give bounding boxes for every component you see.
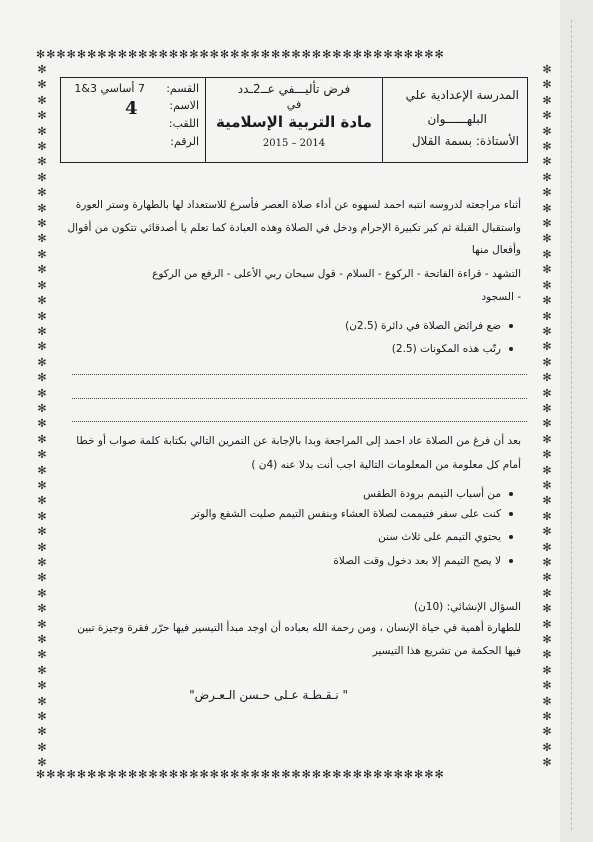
answer-line-1[interactable] [72, 374, 527, 375]
answer-line-2[interactable] [72, 398, 527, 399]
student-info-cell [61, 78, 205, 162]
scan-margin [560, 0, 593, 842]
ex2-statement [57, 488, 513, 500]
bullet-icon [509, 347, 513, 351]
test-title: فرض تأليـــفي عــ2ـدد [237, 82, 351, 96]
ex1-items-line1: التشهد - قراءة الفاتحة - الركوع - السلام - قول سبحان ربي الأعلى - الرفع من الركوع [152, 268, 521, 280]
ex1-paragraph-line1: أثناء مراجعته لدروسه انتبه احمد لسهوه عن أداء صلاة العصر فأسرع للاستعداد لها بالطهارة وستر العورة [75, 199, 521, 211]
border-left: ✻ ✻ ✻ ✻ ✻ ✻ ✻ ✻ ✻ ✻ ✻ ✻ ✻ ✻ ✻ ✻ ✻ ✻ ✻ ✻ ✻ ✻ ✻ ✻ ✻ ✻ ✻ ✻ ✻ ✻ ✻ ✻ ✻ ✻ ✻ ✻ ✻ ✻ ✻ ✻ ✻ ✻ ✻ ✻ ✻ ✻ [37, 63, 47, 768]
ex1-task2 [57, 343, 513, 355]
bullet-icon [509, 512, 513, 516]
name-label: الاسم: [169, 99, 199, 112]
ex2-statement [57, 531, 513, 543]
answer-line-3[interactable] [72, 421, 527, 422]
essay-title: السؤال الإنشائي: (10ن) [413, 601, 521, 613]
bullet-icon [509, 535, 513, 539]
border-right: ✻ ✻ ✻ ✻ ✻ ✻ ✻ ✻ ✻ ✻ ✻ ✻ ✻ ✻ ✻ ✻ ✻ ✻ ✻ ✻ ✻ ✻ ✻ ✻ ✻ ✻ ✻ ✻ ✻ ✻ ✻ ✻ ✻ ✻ ✻ ✻ ✻ ✻ ✻ ✻ ✻ ✻ ✻ ✻ ✻ ✻ [542, 63, 552, 768]
class-label: القسم: [166, 82, 199, 95]
essay-line2: فيها الحكمة من تشريع هذا التيسير [372, 645, 521, 657]
number-label: الرقم: [170, 135, 199, 148]
school-line1: المدرسة الإعدادية علي [405, 88, 519, 102]
scan-margin-line [571, 20, 572, 830]
ex2-statement-text: من أسباب التيمم برودة الطقس [363, 488, 501, 500]
ex1-items-line2: - السجود [481, 291, 521, 303]
presentation-bonus: " نـقـطـة عـلى حـسن الـعـرض" [189, 688, 348, 702]
title-cell [205, 78, 382, 162]
test-prep: في [286, 98, 302, 111]
school-line2: البلهــــــوان [427, 112, 487, 126]
surname-label: اللقب: [168, 117, 199, 130]
ex2-statement-text: لا يصح التيمم إلا بعد دخول وقت الصلاة [333, 555, 501, 567]
ex1-task2-text: رتّب هذه المكونات (2.5) [391, 343, 501, 355]
ex2-statement [57, 555, 513, 567]
border-bottom: ✻✻✻✻✻✻✻✻✻✻✻✻✻✻✻✻✻✻✻✻✻✻✻✻✻✻✻✻✻✻✻✻✻✻✻✻✻✻✻✻ [36, 768, 445, 781]
ex1-task1 [57, 320, 513, 332]
ex2-statement [57, 508, 513, 520]
border-top: ✻✻✻✻✻✻✻✻✻✻✻✻✻✻✻✻✻✻✻✻✻✻✻✻✻✻✻✻✻✻✻✻✻✻✻✻✻✻✻✻ [36, 48, 445, 61]
school-cell [382, 78, 527, 162]
handwritten-grade: 4 [125, 98, 138, 119]
ex2-intro-line1: بعد أن فرغ من الصلاة عاد احمد إلى المراجعة وبدا بالإجابة عن التمرين التالي بكتابة كلمة صواب أو خطا [76, 435, 521, 447]
ex2-statement-text: كنت على سفر فتيممت لصلاة العشاء وبنفس التيمم صليت الشفع والوتر [191, 508, 501, 520]
subject-title: مادة التربية الإسلامية [216, 113, 372, 131]
teacher-name: الأستاذة: بسمة القلال [411, 134, 519, 148]
class-value: 7 أساسي 3&1 [74, 82, 145, 95]
ex2-intro-line2: أمام كل معلومة من المعلومات التالية اجب أنت بدلا عنه (4ن ) [251, 459, 521, 471]
ex1-paragraph-line2: واستقبال القبلة ثم كبر تكبيرة الإحرام ودخل في الصلاة وهذه العبادة كما تعلم يا أصدقائي تتكون من أقوال [67, 222, 521, 234]
header-table [60, 77, 528, 163]
bullet-icon [509, 559, 513, 563]
bullet-icon [509, 492, 513, 496]
bullet-icon [509, 324, 513, 328]
ex1-task1-text: ضع فرائض الصلاة في دائرة (2.5ن) [345, 320, 501, 332]
ex2-statement-text: يحتوي التيمم على ثلاث سنن [378, 531, 501, 543]
school-year: 2015 – 2014 [262, 138, 326, 149]
ex1-paragraph-line3: وأفعال منها [471, 244, 521, 256]
essay-line1: للطهارة أهمية في حياة الإنسان ، ومن رحمة الله بعباده أن اوجد مبدأ التيسير فيها حرّر فقرة وجيزة تبين [77, 622, 521, 634]
